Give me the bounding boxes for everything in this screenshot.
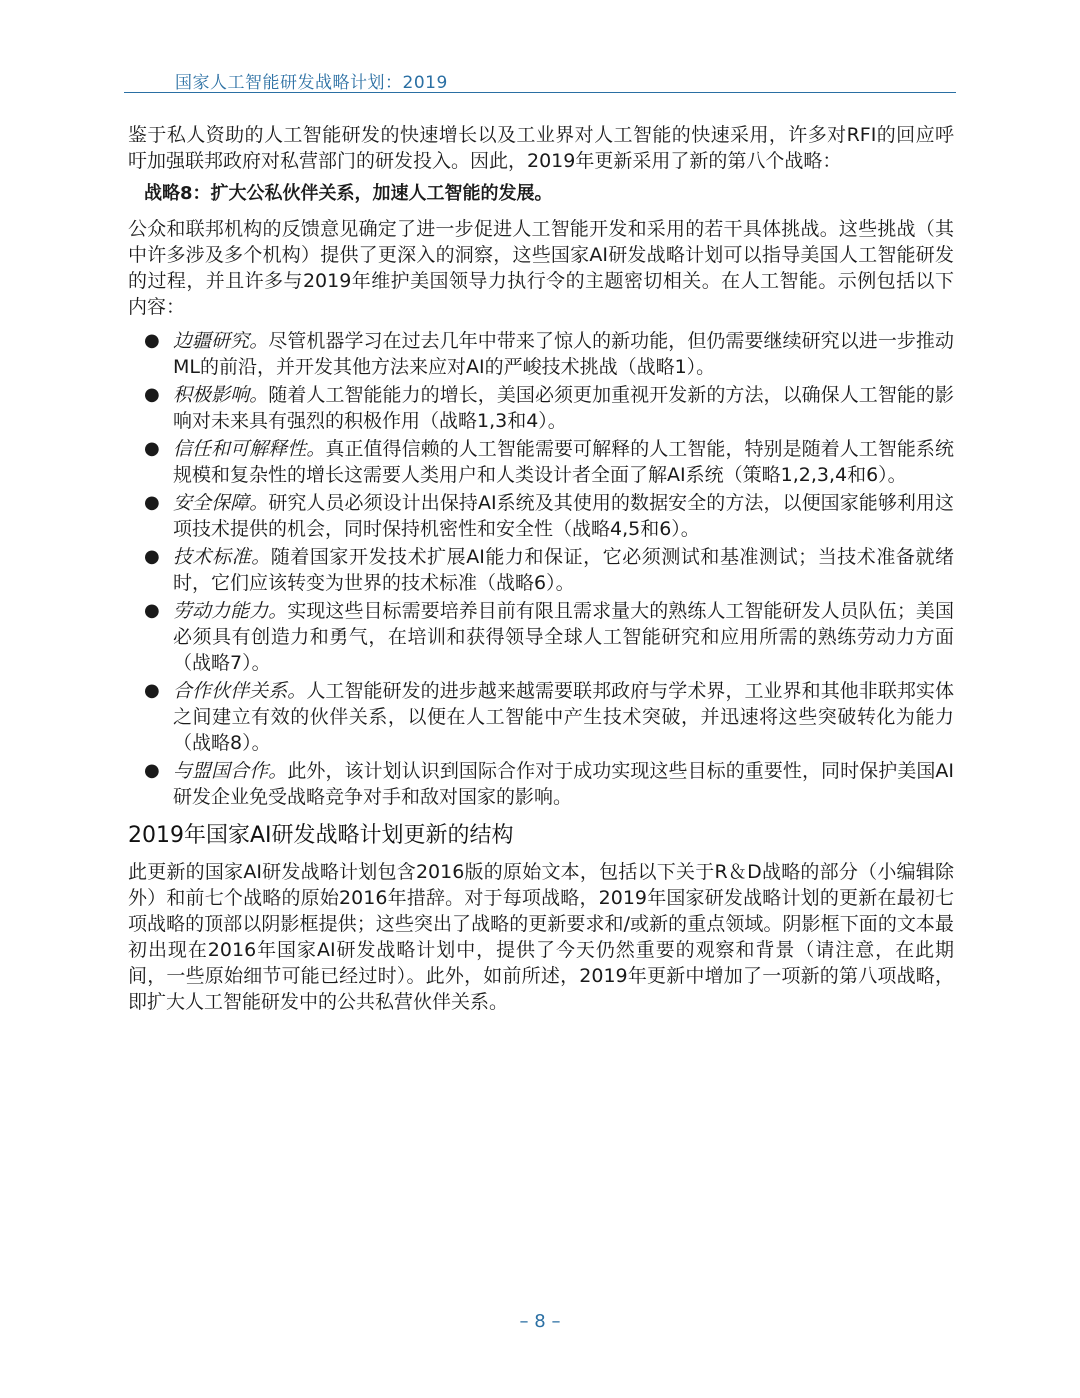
bullet-icon: ● [144, 760, 160, 781]
intro-paragraph: 鉴于私人资助的人工智能研发的快速增长以及工业界对人工智能的快速采用，许多对RFI的回应呼吁加强联邦政府对私营部门的研发投入。因此，2019年更新采用了新的第八个战略： [128, 124, 954, 172]
item-term: 与盟国合作。 [173, 760, 288, 782]
item-text: 随着人工智能能力的增长，美国必须更加重视开发新的方法，以确保人工智能的影响对未来具有强烈的积极作用（战略1,3和4）。 [173, 384, 954, 432]
item-term: 边疆研究。 [173, 330, 269, 352]
list-item [128, 328, 954, 380]
item-text: 此外，该计划认识到国际合作对于成功实现这些目标的重要性，同时保护美国AI研发企业免受战略竞争对手和敌对国家的影响。 [173, 760, 954, 808]
feedback-paragraph: 公众和联邦机构的反馈意见确定了进一步促进人工智能开发和采用的若干具体挑战。这些挑战（其中许多涉及多个机构）提供了更深入的洞察，这些国家AI研发战略计划可以指导美国人工智能研发的过程，并且许多与2019年维护美国领导力执行令的主题密切相关。在人工智能。示例包括以下内容： [128, 218, 954, 318]
list-item [128, 382, 954, 434]
item-term: 劳动力能力。 [173, 600, 288, 622]
header-divider [124, 92, 956, 93]
page-number: – 8 – [519, 1311, 561, 1332]
bullet-icon: ● [144, 680, 160, 701]
running-header: 国家人工智能研发战略计划：2019 [175, 73, 448, 93]
item-text: 随着国家开发技术扩展AI能力和保证，它必须测试和基准测试；当技术准备就绪时，它们应该转变为世界的技术标准（战略6）。 [173, 546, 954, 594]
bullet-icon: ● [144, 384, 160, 405]
bullet-icon: ● [144, 330, 160, 351]
item-text: 真正值得信赖的人工智能需要可解释的人工智能，特别是随着人工智能系统规模和复杂性的增长这需要人类用户和人类设计者全面了解AI系统（策略1,2,3,4和6）。 [173, 438, 954, 486]
page-body [128, 122, 954, 1015]
list-item [128, 490, 954, 542]
item-text: 尽管机器学习在过去几年中带来了惊人的新功能，但仍需要继续研究以进一步推动ML的前沿，并开发其他方法来应对AI的严峻技术挑战（战略1）。 [173, 330, 954, 378]
item-term: 合作伙伴关系。 [173, 680, 307, 702]
bullet-icon: ● [144, 546, 160, 567]
strategy-8-statement: 战略8：扩大公私伙伴关系，加速人工智能的发展。 [144, 183, 553, 204]
challenge-list [128, 328, 954, 810]
bullet-icon: ● [144, 492, 160, 513]
item-text: 研究人员必须设计出保持AI系统及其使用的数据安全的方法，以便国家能够利用这项技术提供的机会，同时保持机密性和安全性（战略4,5和6）。 [173, 492, 954, 540]
list-item [128, 758, 954, 810]
item-term: 积极影响。 [173, 384, 269, 406]
section-heading: 2019年国家AI研发战略计划更新的结构 [128, 823, 514, 848]
bullet-icon: ● [144, 438, 160, 459]
item-term: 信任和可解释性。 [173, 438, 326, 460]
bullet-icon: ● [144, 600, 160, 621]
list-item [128, 598, 954, 676]
item-text: 实现这些目标需要培养目前有限且需求量大的熟练人工智能研发人员队伍；美国必须具有创造力和勇气，在培训和获得领导全球人工智能研究和应用所需的熟练劳动力方面（战略7）。 [173, 600, 954, 674]
list-item [128, 678, 954, 756]
item-term: 安全保障。 [173, 492, 269, 514]
item-text: 人工智能研发的进步越来越需要联邦政府与学术界，工业界和其他非联邦实体之间建立有效的伙伴关系，以便在人工智能中产生技术突破，并迅速将这些突破转化为能力（战略8）。 [173, 680, 954, 754]
list-item [128, 436, 954, 488]
structure-paragraph: 此更新的国家AI研发战略计划包含2016版的原始文本，包括以下关于R＆D战略的部分（小编辑除外）和前七个战略的原始2016年措辞。对于每项战略，2019年国家研发战略计划的更新在最初七项战略的顶部以阴影框提供；这些突出了战略的更新要求和/或新的重点领域。阴影框下面的文本最初出现在2016年国家AI研发战略计划中，提供了今天仍然重要的观察和背景（请注意，在此期间，一些原始细节可能已经过时）。此外，如前所述，2019年更新中增加了一项新的第八项战略，即扩大人工智能研发中的公共私营伙伴关系。 [128, 861, 954, 1013]
item-term: 技术标准。 [173, 546, 271, 568]
list-item [128, 544, 954, 596]
